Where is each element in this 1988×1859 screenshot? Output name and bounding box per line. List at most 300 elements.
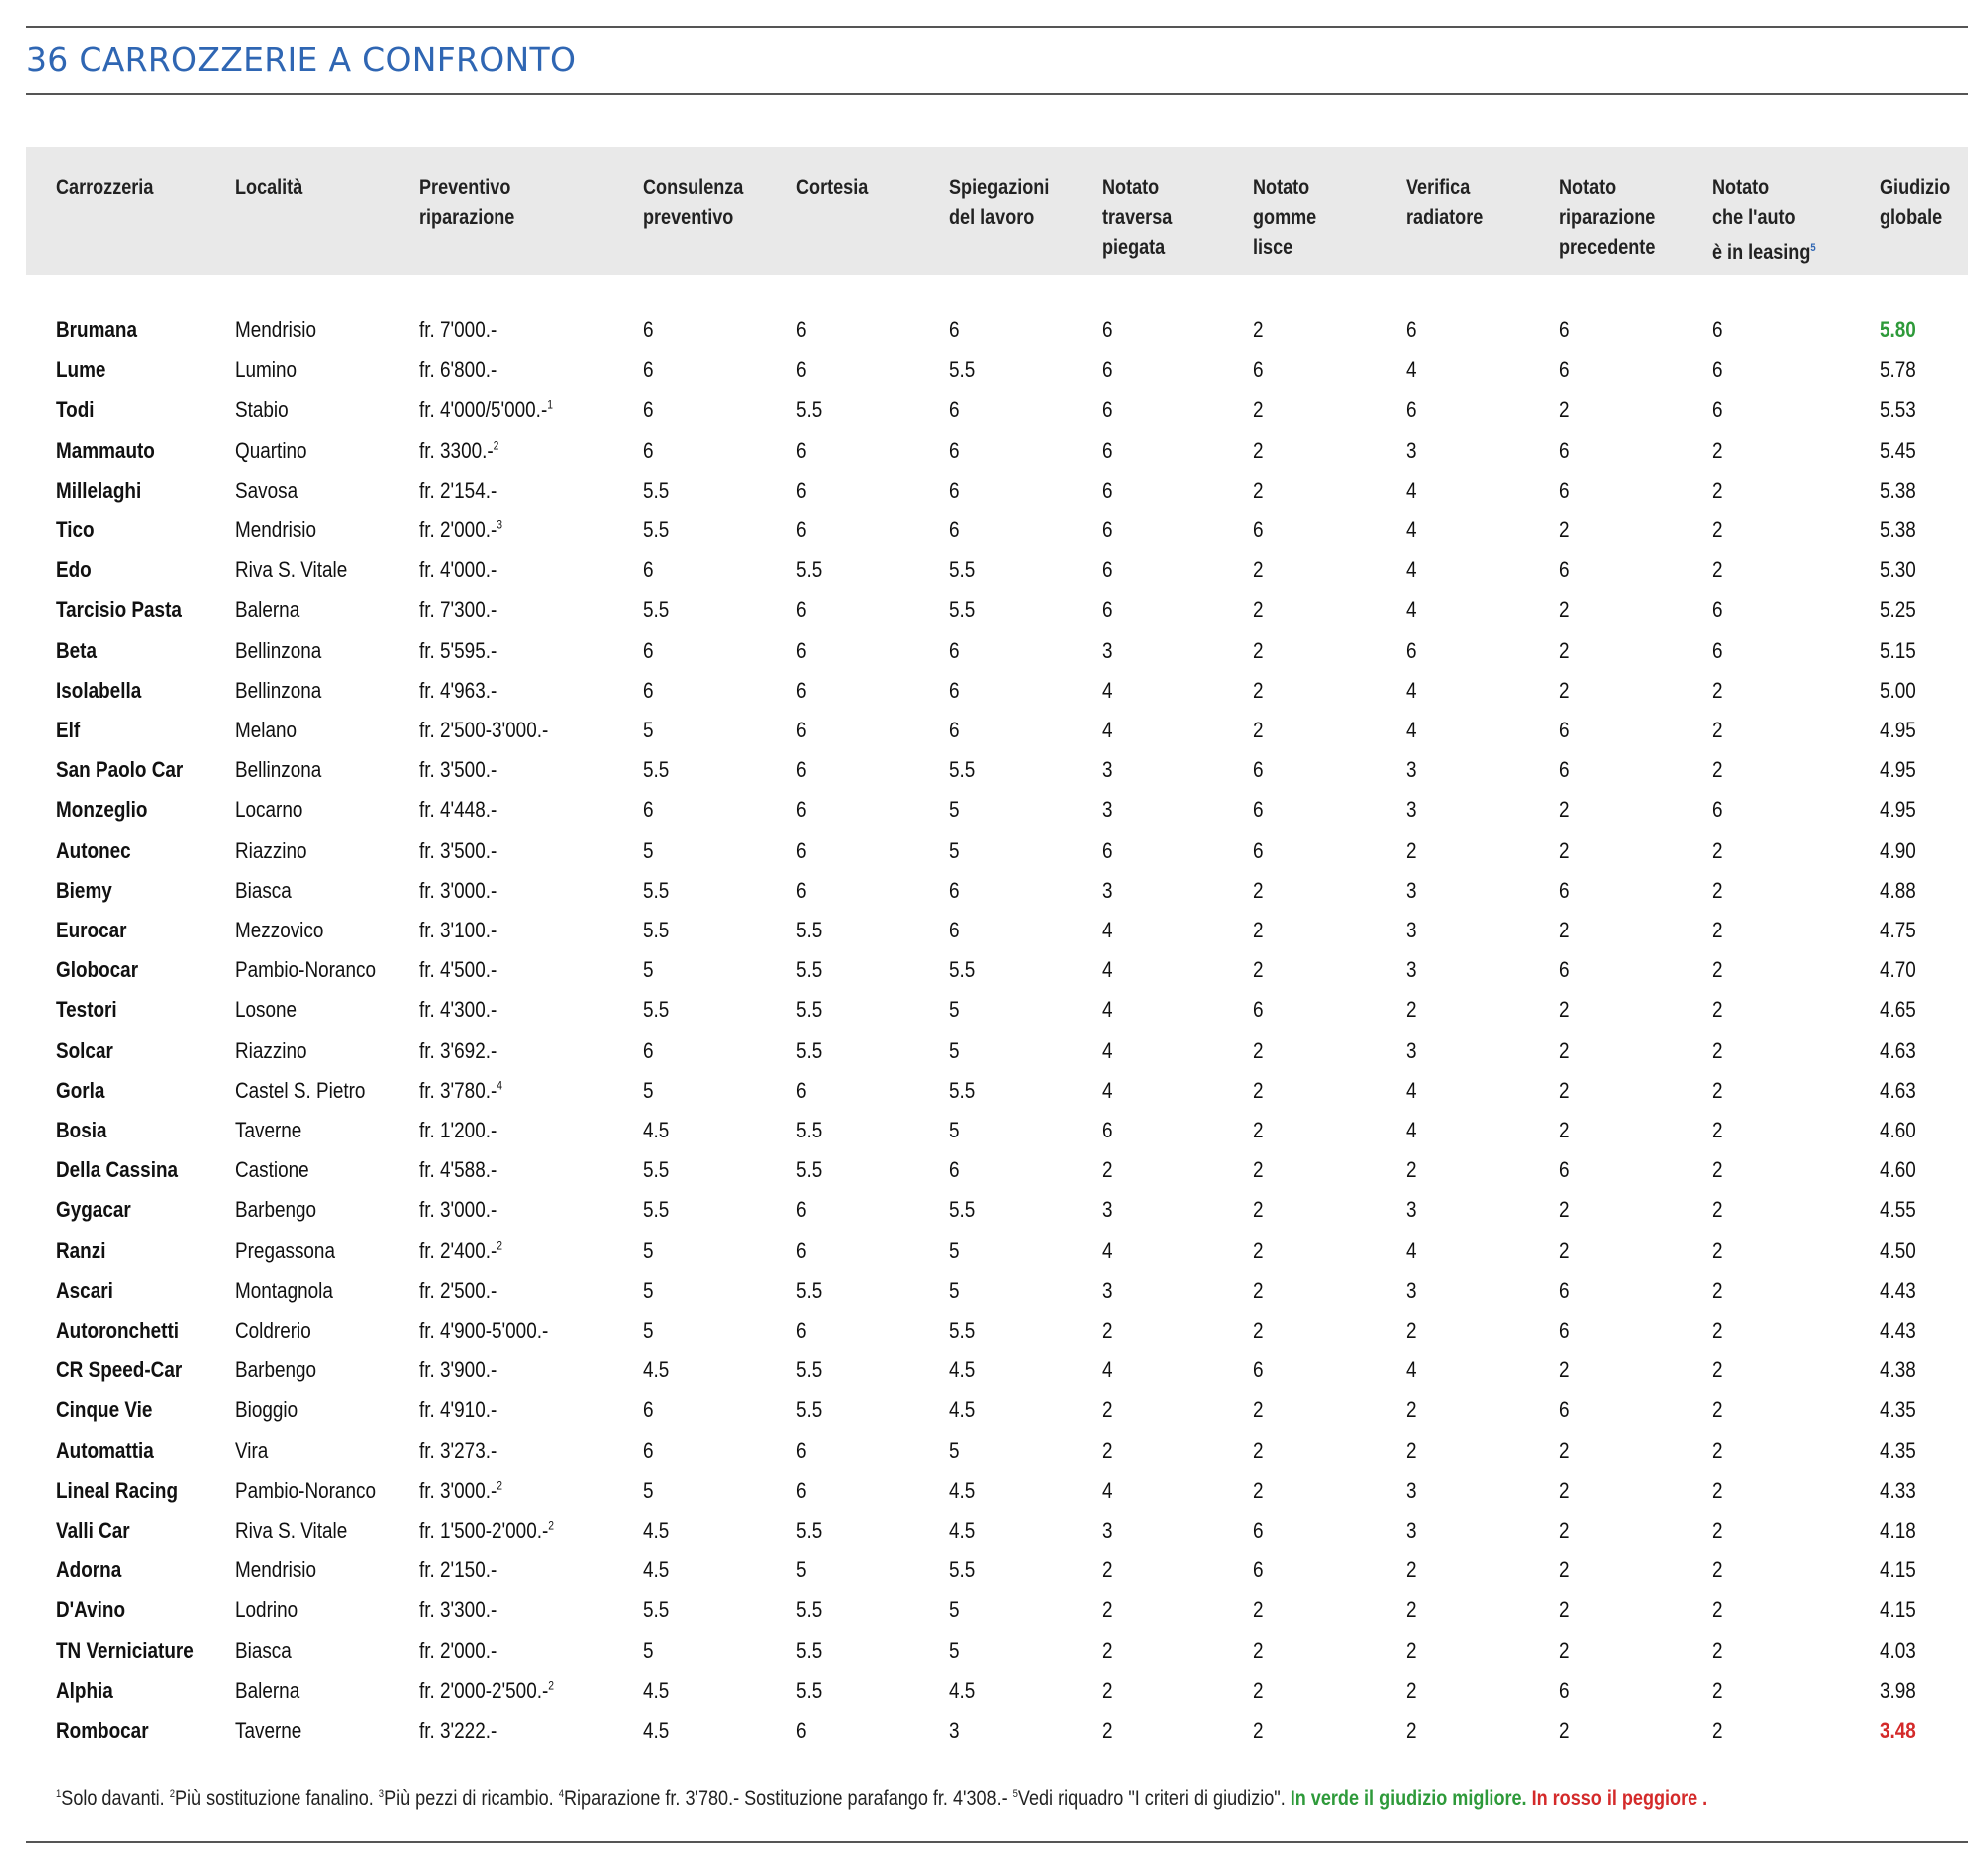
score-cell: 6 — [1253, 997, 1264, 1023]
table-row — [26, 350, 1968, 390]
footnote-text: Riparazione fr. 3'780.- Sostituzione parafango fr. 4'308.- — [563, 1787, 1013, 1810]
score-cell: 3 — [1102, 637, 1113, 663]
giudizio-cell: 4.18 — [1880, 1518, 1916, 1543]
score-cell: 2 — [1712, 477, 1723, 503]
score-cell: 2 — [1406, 1397, 1417, 1423]
score-cell: 5 — [949, 797, 960, 823]
score-cell: 5.5 — [796, 1118, 823, 1142]
score-cell: 4 — [1406, 357, 1417, 383]
score-cell: 2 — [1253, 597, 1264, 623]
score-cell: 4 — [1406, 557, 1417, 583]
localita-cell: Bellinzona — [235, 757, 322, 783]
giudizio-cell: 5.30 — [1880, 557, 1916, 583]
score-cell: 6 — [1406, 397, 1417, 423]
score-cell: 4 — [1102, 677, 1113, 703]
preventivo-cell: fr. 3'500.- — [419, 837, 497, 863]
score-cell: 2 — [1712, 837, 1723, 863]
carrozzeria-cell: Bosia — [56, 1118, 107, 1142]
score-cell: 2 — [1559, 797, 1570, 823]
score-cell: 6 — [1559, 437, 1570, 463]
score-cell: 5.5 — [796, 957, 823, 983]
giudizio-cell: 4.33 — [1880, 1477, 1916, 1503]
carrozzeria-cell: Cinque Vie — [56, 1397, 153, 1423]
score-cell: 2 — [1712, 1437, 1723, 1463]
preventivo-cell: fr. 7'300.- — [419, 597, 497, 623]
score-cell: 2 — [1253, 437, 1264, 463]
score-cell: 5 — [949, 997, 960, 1023]
localita-cell: Mendrisio — [235, 517, 317, 542]
table-row — [26, 310, 1968, 350]
giudizio-cell: 5.00 — [1880, 677, 1916, 703]
score-cell: 6 — [1559, 1277, 1570, 1303]
score-cell: 2 — [1406, 1318, 1417, 1343]
carrozzeria-cell: D'Avino — [56, 1597, 126, 1623]
localita-cell: Riazzino — [235, 1037, 307, 1063]
score-cell: 6 — [1253, 517, 1264, 542]
carrozzeria-cell: Rombocar — [56, 1718, 149, 1743]
score-cell: 6 — [1559, 557, 1570, 583]
giudizio-cell: 4.55 — [1880, 1197, 1916, 1223]
score-cell: 2 — [1559, 1557, 1570, 1583]
score-cell: 3 — [1406, 1197, 1417, 1223]
score-cell: 3 — [1406, 797, 1417, 823]
score-cell: 5 — [643, 1237, 654, 1263]
carrozzeria-cell: Biemy — [56, 877, 112, 903]
giudizio-cell: 4.43 — [1880, 1318, 1916, 1343]
preventivo-cell: fr. 2'500-3'000.- — [419, 718, 549, 742]
score-cell: 2 — [1406, 1677, 1417, 1703]
score-cell: 6 — [1253, 1357, 1264, 1383]
carrozzeria-cell: Globocar — [56, 957, 139, 983]
score-cell: 2 — [1559, 837, 1570, 863]
score-cell: 6 — [796, 357, 807, 383]
giudizio-cell: 5.53 — [1880, 397, 1916, 423]
score-cell: 5.5 — [643, 1157, 670, 1183]
score-cell: 2 — [1559, 1597, 1570, 1623]
score-cell: 6 — [796, 1077, 807, 1103]
preventivo-cell: fr. 2'400.-$^2$ — [419, 1237, 503, 1263]
carrozzeria-cell: Automattia — [56, 1437, 154, 1463]
score-cell: 6 — [796, 1437, 807, 1463]
score-cell: 2 — [1712, 1197, 1723, 1223]
preventivo-cell: fr. 3'100.- — [419, 918, 497, 942]
localita-cell: Coldrerio — [235, 1318, 311, 1343]
localita-cell: Castel S. Pietro — [235, 1077, 366, 1103]
score-cell: 6 — [949, 397, 960, 423]
score-cell: 3 — [1102, 877, 1113, 903]
score-cell: 4 — [1406, 1077, 1417, 1103]
giudizio-cell: 4.65 — [1880, 997, 1916, 1023]
table-row — [26, 790, 1968, 830]
giudizio-cell: 4.75 — [1880, 918, 1916, 942]
preventivo-cell: fr. 3'900.- — [419, 1357, 497, 1383]
giudizio-cell: 4.60 — [1880, 1157, 1916, 1183]
score-cell: 6 — [949, 517, 960, 542]
score-cell: 3 — [1406, 437, 1417, 463]
table-row — [26, 1550, 1968, 1590]
score-cell: 5 — [643, 1637, 654, 1663]
preventivo-cell: fr. 6'800.- — [419, 357, 497, 383]
footnote — [56, 1787, 1707, 1811]
preventivo-cell: fr. 3'000.- — [419, 877, 497, 903]
localita-cell: Barbengo — [235, 1197, 317, 1223]
score-cell: 4 — [1102, 1357, 1113, 1383]
score-cell: 5.5 — [949, 357, 976, 383]
preventivo-cell: fr. 3'300.- — [419, 1597, 497, 1623]
score-cell: 2 — [1712, 997, 1723, 1023]
score-cell: 6 — [1253, 1557, 1264, 1583]
column-header: Località — [235, 176, 303, 199]
score-cell: 3 — [1102, 1197, 1113, 1223]
score-cell: 6 — [643, 317, 654, 342]
score-cell: 3 — [1406, 1477, 1417, 1503]
score-cell: 6 — [949, 718, 960, 742]
column-header: Cortesia — [796, 176, 869, 199]
score-cell: 5 — [643, 1077, 654, 1103]
footnote-number: 4 — [558, 1788, 564, 1800]
localita-cell: Taverne — [235, 1118, 302, 1142]
table-row — [26, 1311, 1968, 1350]
table-row — [26, 550, 1968, 590]
preventivo-cell: fr. 4'963.- — [419, 677, 497, 703]
score-cell: 4 — [1102, 1037, 1113, 1063]
score-cell: 2 — [1406, 1597, 1417, 1623]
score-cell: 6 — [949, 437, 960, 463]
giudizio-cell: 4.35 — [1880, 1397, 1916, 1423]
score-cell: 2 — [1712, 1597, 1723, 1623]
score-cell: 6 — [1406, 317, 1417, 342]
localita-cell: Pambio-Noranco — [235, 957, 376, 983]
score-cell: 2 — [1253, 397, 1264, 423]
table-row — [26, 471, 1968, 511]
giudizio-cell: 4.63 — [1880, 1077, 1916, 1103]
score-cell: 6 — [643, 1437, 654, 1463]
preventivo-cell: fr. 4'500.- — [419, 957, 497, 983]
localita-cell: Lumino — [235, 357, 298, 383]
score-cell: 2 — [1712, 557, 1723, 583]
score-cell: 6 — [949, 637, 960, 663]
localita-cell: Losone — [235, 997, 298, 1023]
table-row — [26, 631, 1968, 671]
score-cell: 6 — [1102, 557, 1113, 583]
score-cell: 5 — [949, 1637, 960, 1663]
score-cell: 2 — [1559, 1237, 1570, 1263]
score-cell: 6 — [1253, 837, 1264, 863]
score-cell: 2 — [1559, 1518, 1570, 1543]
carrozzeria-cell: Beta — [56, 637, 98, 663]
preventivo-cell: fr. 2'150.- — [419, 1557, 497, 1583]
table-header — [26, 147, 1968, 275]
score-cell: 2 — [1102, 1718, 1113, 1743]
score-cell: 5 — [949, 1277, 960, 1303]
table-row — [26, 1111, 1968, 1150]
carrozzeria-cell: Millelaghi — [56, 477, 142, 503]
table-row — [26, 1631, 1968, 1671]
score-cell: 2 — [1253, 957, 1264, 983]
score-cell: 2 — [1253, 1197, 1264, 1223]
localita-cell: Melano — [235, 718, 298, 742]
score-cell: 4.5 — [643, 1557, 670, 1583]
localita-cell: Bioggio — [235, 1397, 298, 1423]
score-cell: 6 — [1253, 357, 1264, 383]
preventivo-cell: fr. 2'000.- — [419, 1637, 497, 1663]
table-row — [26, 1150, 1968, 1190]
carrozzeria-cell: Solcar — [56, 1037, 113, 1063]
score-cell: 6 — [1102, 357, 1113, 383]
score-cell: 6 — [1712, 597, 1723, 623]
preventivo-cell: fr. 2'000.-$^3$ — [419, 517, 503, 542]
score-cell: 6 — [796, 837, 807, 863]
score-cell: 5.5 — [796, 397, 823, 423]
score-cell: 4.5 — [949, 1397, 976, 1423]
score-cell: 5.5 — [796, 1037, 823, 1063]
score-cell: 6 — [1559, 1157, 1570, 1183]
score-cell: 2 — [1712, 918, 1723, 942]
title-rule — [26, 93, 1968, 95]
score-cell: 5.5 — [949, 1197, 976, 1223]
score-cell: 4.5 — [643, 1357, 670, 1383]
score-cell: 5 — [949, 1037, 960, 1063]
localita-cell: Montagnola — [235, 1277, 333, 1303]
score-cell: 6 — [643, 1397, 654, 1423]
score-cell: 6 — [1102, 597, 1113, 623]
carrozzeria-cell: TN Verniciature — [56, 1637, 194, 1663]
score-cell: 6 — [643, 357, 654, 383]
score-cell: 6 — [796, 1197, 807, 1223]
score-cell: 6 — [796, 317, 807, 342]
footnote-number: 5 — [1012, 1788, 1018, 1800]
score-cell: 2 — [1253, 1157, 1264, 1183]
giudizio-cell: 4.03 — [1880, 1637, 1916, 1663]
score-cell: 2 — [1406, 1157, 1417, 1183]
score-cell: 6 — [796, 637, 807, 663]
score-cell: 6 — [643, 557, 654, 583]
score-cell: 2 — [1559, 1477, 1570, 1503]
carrozzeria-cell: Adorna — [56, 1557, 122, 1583]
giudizio-cell: 4.15 — [1880, 1597, 1916, 1623]
score-cell: 6 — [643, 437, 654, 463]
giudizio-cell: 4.95 — [1880, 797, 1916, 823]
preventivo-cell: fr. 3'273.- — [419, 1437, 497, 1463]
footnote-worst-legend: In rosso il peggiore . — [1531, 1787, 1708, 1810]
score-cell: 2 — [1253, 918, 1264, 942]
score-cell: 5.5 — [643, 517, 670, 542]
score-cell: 6 — [1559, 1397, 1570, 1423]
score-cell: 2 — [1559, 637, 1570, 663]
localita-cell: Savosa — [235, 477, 298, 503]
score-cell: 2 — [1253, 1477, 1264, 1503]
table-row — [26, 1350, 1968, 1390]
preventivo-cell: fr. 3'000.- — [419, 1197, 497, 1223]
score-cell: 2 — [1712, 957, 1723, 983]
score-cell: 5.5 — [643, 1597, 670, 1623]
score-cell: 2 — [1253, 557, 1264, 583]
table-row — [26, 1271, 1968, 1311]
score-cell: 6 — [1712, 797, 1723, 823]
score-cell: 2 — [1406, 1437, 1417, 1463]
top-rule — [26, 26, 1968, 28]
table-row — [26, 1231, 1968, 1271]
score-cell: 6 — [796, 1477, 807, 1503]
table-row — [26, 590, 1968, 630]
score-cell: 5.5 — [796, 1518, 823, 1543]
score-cell: 4 — [1406, 1237, 1417, 1263]
localita-cell: Lodrino — [235, 1597, 298, 1623]
localita-cell: Biasca — [235, 1637, 292, 1663]
localita-cell: Vira — [235, 1437, 269, 1463]
carrozzeria-cell: Tico — [56, 517, 95, 542]
score-cell: 5.5 — [643, 1197, 670, 1223]
localita-cell: Pambio-Noranco — [235, 1477, 376, 1503]
score-cell: 2 — [1559, 1437, 1570, 1463]
score-cell: 4 — [1406, 718, 1417, 742]
score-cell: 6 — [796, 797, 807, 823]
column-header: Consulenza preventivo — [643, 176, 744, 229]
score-cell: 4.5 — [643, 1118, 670, 1142]
score-cell: 2 — [1253, 1318, 1264, 1343]
preventivo-cell: fr. 3'000.-$^2$ — [419, 1477, 503, 1503]
localita-cell: Mendrisio — [235, 1557, 317, 1583]
score-cell: 2 — [1559, 1197, 1570, 1223]
score-cell: 2 — [1253, 1718, 1264, 1743]
localita-cell: Balerna — [235, 597, 300, 623]
score-cell: 4 — [1406, 677, 1417, 703]
score-cell: 5.5 — [796, 1677, 823, 1703]
table-row — [26, 711, 1968, 750]
score-cell: 4 — [1102, 1237, 1113, 1263]
score-cell: 2 — [1712, 1357, 1723, 1383]
giudizio-cell: 4.95 — [1880, 757, 1916, 783]
giudizio-cell: 4.38 — [1880, 1357, 1916, 1383]
score-cell: 6 — [1102, 517, 1113, 542]
score-cell: 3 — [1406, 757, 1417, 783]
carrozzeria-cell: Tarcisio Pasta — [56, 597, 182, 623]
score-cell: 6 — [643, 637, 654, 663]
score-cell: 2 — [1712, 1277, 1723, 1303]
preventivo-cell: fr. 4'000.- — [419, 557, 497, 583]
score-cell: 6 — [1102, 397, 1113, 423]
score-cell: 5.5 — [949, 1557, 976, 1583]
score-cell: 5.5 — [796, 997, 823, 1023]
giudizio-cell: 4.90 — [1880, 837, 1916, 863]
table-row — [26, 1671, 1968, 1711]
score-cell: 4.5 — [643, 1677, 670, 1703]
score-cell: 6 — [1559, 1677, 1570, 1703]
footnote-text: Solo davanti. — [61, 1787, 170, 1810]
footnote-best-legend: In verde il giudizio migliore. — [1290, 1787, 1532, 1810]
score-cell: 3 — [1102, 1277, 1113, 1303]
score-cell: 2 — [1102, 1318, 1113, 1343]
giudizio-cell: 4.35 — [1880, 1437, 1916, 1463]
score-cell: 6 — [796, 1237, 807, 1263]
score-cell: 2 — [1559, 918, 1570, 942]
score-cell: 5.5 — [949, 597, 976, 623]
score-cell: 2 — [1253, 1277, 1264, 1303]
score-cell: 2 — [1253, 1597, 1264, 1623]
carrozzeria-cell: Elf — [56, 718, 81, 742]
score-cell: 2 — [1102, 1677, 1113, 1703]
score-cell: 6 — [796, 1318, 807, 1343]
preventivo-cell: fr. 4'300.- — [419, 997, 497, 1023]
score-cell: 5.5 — [949, 1318, 976, 1343]
table-row — [26, 511, 1968, 550]
footnote-number: 3 — [378, 1788, 385, 1800]
preventivo-cell: fr. 3300.-$^2$ — [419, 437, 499, 463]
score-cell: 2 — [1406, 837, 1417, 863]
carrozzeria-cell: Eurocar — [56, 918, 127, 942]
score-cell: 5.5 — [949, 557, 976, 583]
table-row — [26, 831, 1968, 871]
score-cell: 2 — [1712, 1518, 1723, 1543]
score-cell: 2 — [1712, 1037, 1723, 1063]
score-cell: 6 — [949, 877, 960, 903]
score-cell: 2 — [1253, 477, 1264, 503]
score-cell: 3 — [1406, 1518, 1417, 1543]
table-row — [26, 1031, 1968, 1071]
table-row — [26, 1471, 1968, 1511]
score-cell: 2 — [1712, 1718, 1723, 1743]
score-cell: 5 — [949, 1237, 960, 1263]
score-cell: 6 — [1559, 477, 1570, 503]
score-cell: 4.5 — [643, 1718, 670, 1743]
table-row — [26, 911, 1968, 950]
preventivo-cell: fr. 4'910.- — [419, 1397, 497, 1423]
carrozzeria-cell: Monzeglio — [56, 797, 148, 823]
localita-cell: Riazzino — [235, 837, 307, 863]
score-cell: 6 — [1559, 877, 1570, 903]
carrozzeria-cell: Valli Car — [56, 1518, 130, 1543]
score-cell: 6 — [643, 1037, 654, 1063]
carrozzeria-cell: San Paolo Car — [56, 757, 184, 783]
score-cell: 2 — [1712, 1318, 1723, 1343]
score-cell: 5.5 — [796, 1157, 823, 1183]
score-cell: 2 — [1253, 1437, 1264, 1463]
table-row — [26, 950, 1968, 990]
score-cell: 2 — [1253, 317, 1264, 342]
score-cell: 6 — [949, 1157, 960, 1183]
column-header: Notato che l'auto è in leasing$^5$ — [1712, 176, 1816, 264]
score-cell: 2 — [1406, 1557, 1417, 1583]
score-cell: 6 — [643, 797, 654, 823]
preventivo-cell: fr. 4'900-5'000.- — [419, 1318, 549, 1343]
score-cell: 2 — [1712, 1118, 1723, 1142]
score-cell: 2 — [1559, 397, 1570, 423]
score-cell: 6 — [1712, 397, 1723, 423]
table-row — [26, 390, 1968, 430]
score-cell: 5.5 — [796, 1277, 823, 1303]
score-cell: 2 — [1712, 1677, 1723, 1703]
score-cell: 5.5 — [796, 1597, 823, 1623]
score-cell: 5.5 — [643, 997, 670, 1023]
score-cell: 6 — [1559, 718, 1570, 742]
score-cell: 2 — [1712, 517, 1723, 542]
giudizio-cell: 4.60 — [1880, 1118, 1916, 1142]
score-cell: 5 — [949, 837, 960, 863]
score-cell: 4.5 — [949, 1518, 976, 1543]
localita-cell: Balerna — [235, 1677, 300, 1703]
giudizio-cell: 5.25 — [1880, 597, 1916, 623]
localita-cell: Castione — [235, 1157, 309, 1183]
column-header: Verifica radiatore — [1406, 176, 1484, 229]
score-cell: 3 — [1102, 797, 1113, 823]
score-cell: 2 — [1253, 877, 1264, 903]
footnote-number: 2 — [169, 1788, 175, 1800]
score-cell: 4.5 — [949, 1677, 976, 1703]
giudizio-cell: 4.43 — [1880, 1277, 1916, 1303]
column-header: Spiegazioni del lavoro — [949, 176, 1050, 229]
score-cell: 2 — [1406, 1637, 1417, 1663]
giudizio-cell: 5.80 — [1880, 317, 1916, 342]
